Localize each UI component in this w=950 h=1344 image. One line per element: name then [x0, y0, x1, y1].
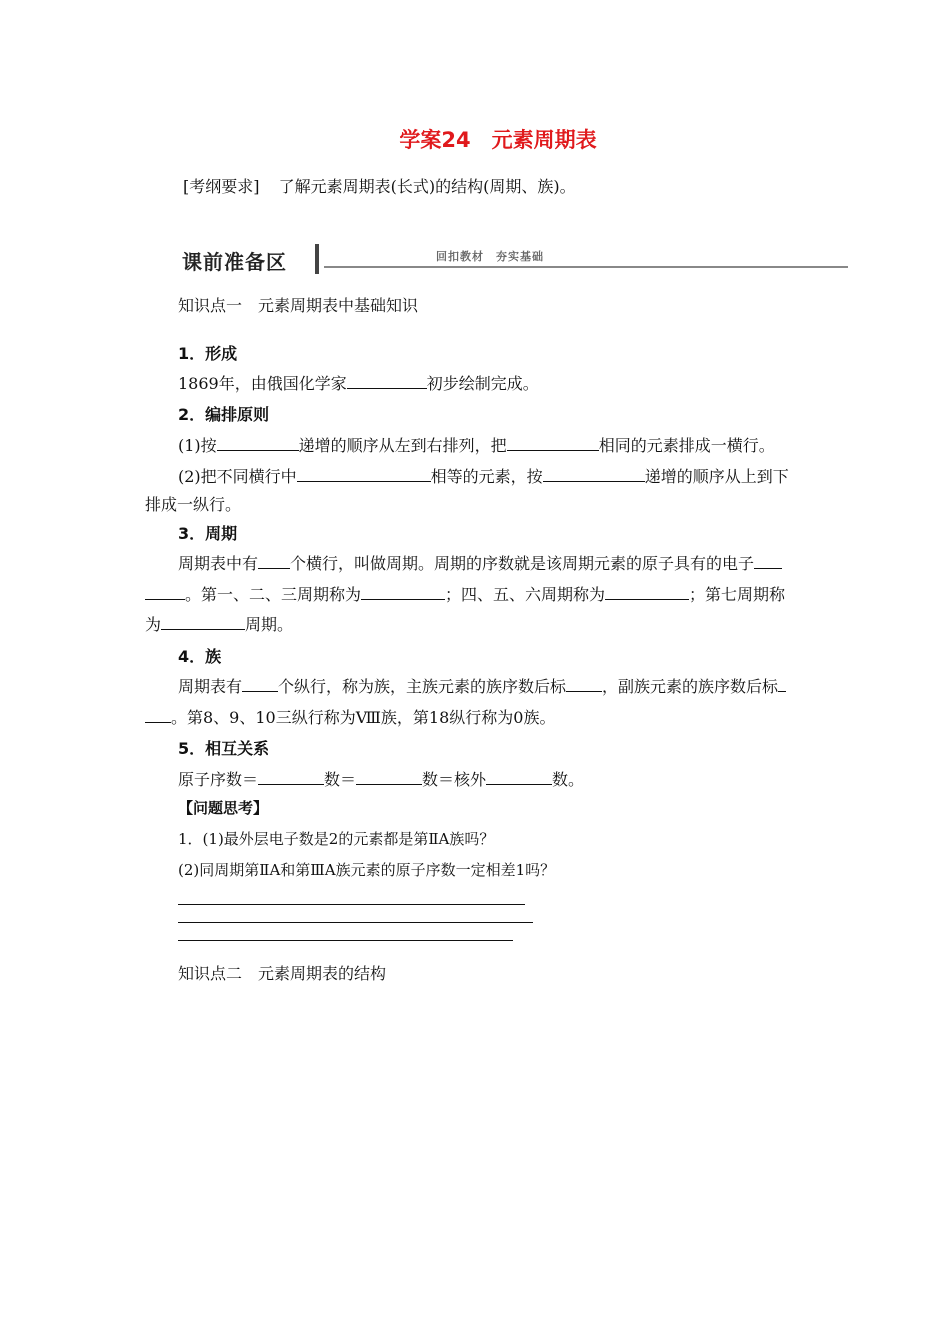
- period-line-2: [145, 582, 785, 605]
- text-segment: ；四、五、六周期称为: [445, 585, 606, 604]
- fill-blank[interactable]: [486, 770, 552, 785]
- fill-blank[interactable]: [754, 554, 782, 569]
- section-banner: [178, 242, 848, 276]
- exam-requirement: [183, 174, 576, 197]
- fill-blank[interactable]: [507, 436, 599, 451]
- banner-divider-bar: [315, 244, 319, 274]
- text-segment: (1)按: [178, 436, 217, 455]
- text-segment: 递增的顺序从左到右排列，把: [298, 436, 507, 455]
- requirement-text: 了解元素周期表(长式)的结构(周期、族)。: [278, 177, 576, 196]
- text-segment: 。第一、二、三周期称为: [185, 585, 362, 604]
- heading-group: 4．族: [178, 647, 222, 666]
- text-segment: 相同的元素排成一横行。: [598, 436, 775, 455]
- text-segment: 1869年，由俄国化学家: [178, 374, 347, 393]
- heading-period: 3．周期: [178, 524, 238, 543]
- text-segment: ；第七周期称: [689, 585, 786, 604]
- text-segment: (2)把不同横行中: [178, 467, 297, 486]
- fill-blank[interactable]: [161, 615, 245, 630]
- heading-relations: 5．相互关系: [178, 739, 270, 758]
- fill-blank[interactable]: [356, 770, 422, 785]
- fill-blank[interactable]: [258, 770, 324, 785]
- text-segment: ，副族元素的族序数后标: [602, 677, 779, 696]
- arrangement-rule-2: [178, 464, 789, 487]
- text-segment: 为: [145, 615, 162, 634]
- fill-blank[interactable]: [258, 554, 290, 569]
- answer-line[interactable]: [178, 940, 513, 941]
- question-heading: 【问题思考】: [178, 799, 269, 817]
- text-segment: 数。: [552, 770, 585, 789]
- question-1: 1．(1)最外层电子数是2的元素都是第ⅡA族吗？: [178, 830, 495, 848]
- answer-line[interactable]: [178, 904, 525, 905]
- fill-blank[interactable]: [361, 585, 445, 600]
- period-line-3: [145, 612, 293, 635]
- text-segment: 数＝核外: [422, 770, 487, 789]
- period-line-1: [178, 551, 782, 574]
- arrangement-rule-2-cont: 排成一纵行。: [145, 495, 242, 514]
- fill-blank[interactable]: [145, 585, 185, 600]
- banner-rule: [324, 266, 848, 268]
- question-2: (2)同周期第ⅡA和第ⅢA族元素的原子序数一定相差1吗？: [178, 861, 556, 879]
- text-segment: 数＝: [324, 770, 357, 789]
- group-line-1: [178, 674, 786, 697]
- knowledge-point-2: 知识点二 元素周期表的结构: [178, 964, 387, 983]
- requirement-label: [考纲要求]: [183, 177, 260, 196]
- text-segment: 。第8、9、10三纵行称为Ⅷ族，第18纵行称为0族。: [171, 708, 556, 727]
- fill-blank[interactable]: [145, 708, 171, 723]
- answer-line[interactable]: [178, 922, 533, 923]
- page-title: 学案24 元素周期表: [399, 128, 597, 152]
- heading-formation: 1．形成: [178, 344, 238, 363]
- fill-blank[interactable]: [297, 467, 431, 482]
- text-segment: 周期表中有: [178, 554, 259, 573]
- group-line-2: [145, 705, 555, 728]
- banner-subtitle: 回扣教材 夯实基础: [436, 250, 544, 263]
- text-segment: 周期表有: [178, 677, 243, 696]
- formation-line: [178, 371, 539, 394]
- text-segment: 周期。: [245, 615, 294, 634]
- text-segment: 相等的元素，按: [430, 467, 543, 486]
- fill-blank[interactable]: [778, 677, 786, 692]
- fill-blank[interactable]: [605, 585, 689, 600]
- fill-blank[interactable]: [566, 677, 602, 692]
- fill-blank[interactable]: [217, 436, 299, 451]
- text-segment: 原子序数＝: [178, 770, 259, 789]
- banner-title: 课前准备区: [182, 250, 287, 274]
- text-segment: 个纵行，称为族，主族元素的族序数后标: [278, 677, 567, 696]
- fill-blank[interactable]: [543, 467, 645, 482]
- arrangement-rule-1: [178, 433, 775, 456]
- text-segment: 递增的顺序从上到下: [644, 467, 789, 486]
- fill-blank[interactable]: [242, 677, 278, 692]
- text-segment: 个横行，叫做周期。周期的序数就是该周期元素的原子具有的电子: [290, 554, 755, 573]
- text-segment: 初步绘制完成。: [426, 374, 539, 393]
- heading-arrangement: 2．编排原则: [178, 405, 270, 424]
- knowledge-point-1: 知识点一 元素周期表中基础知识: [178, 296, 419, 315]
- fill-blank[interactable]: [347, 374, 427, 389]
- relations-line: [178, 767, 584, 790]
